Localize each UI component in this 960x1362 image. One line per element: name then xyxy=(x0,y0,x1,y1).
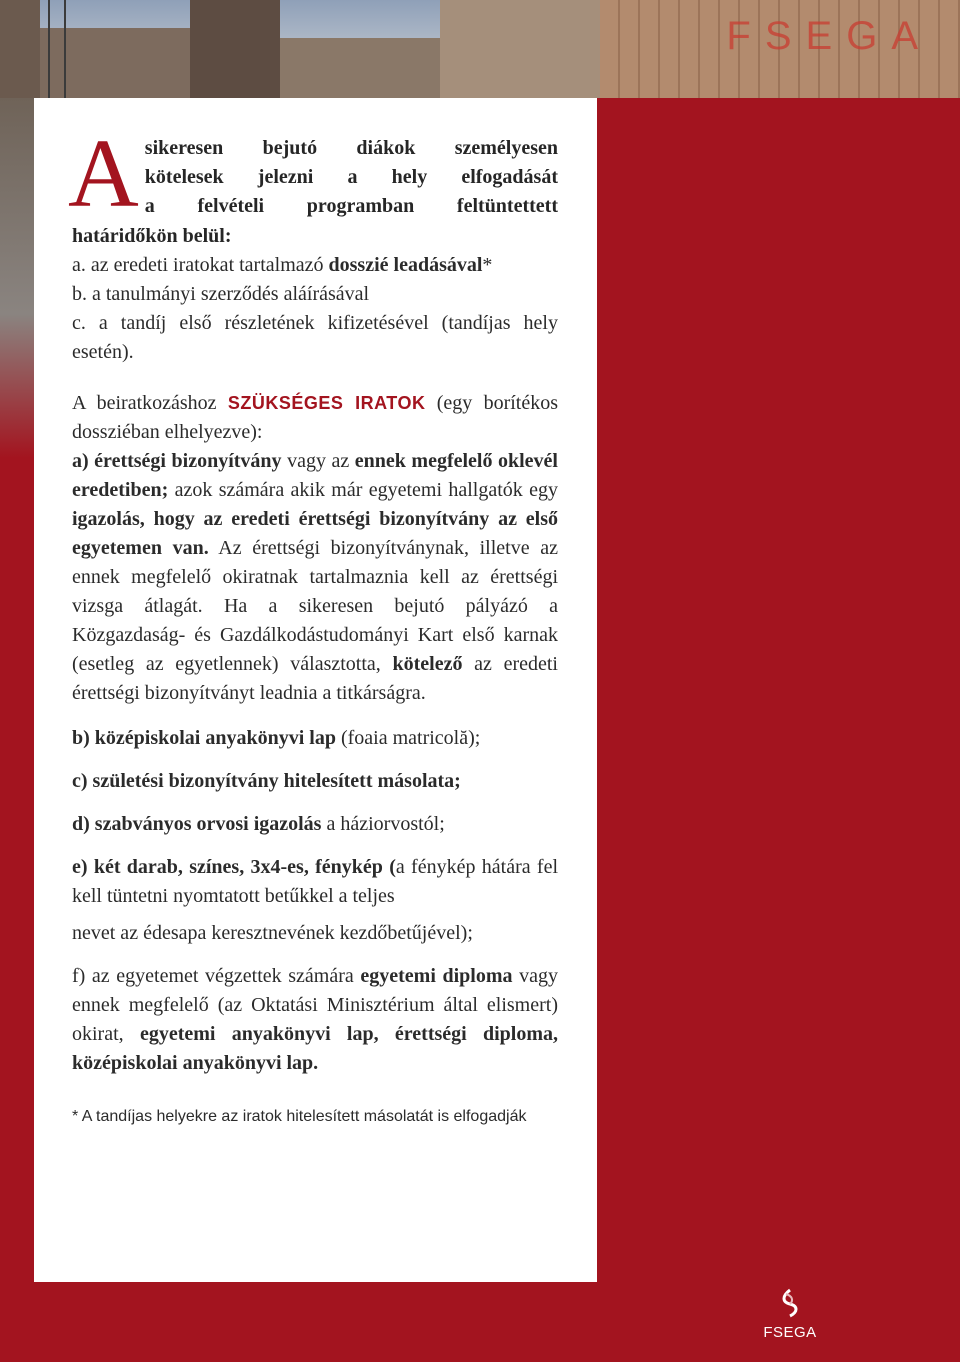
building-shape xyxy=(0,0,40,98)
fsega-logo-label: FSEGA xyxy=(763,1324,817,1341)
antenna-tower xyxy=(48,0,66,98)
item-f: f) az egyetemet végzettek számára egyetemi diploma vagy ennek megfelelő (az Oktatási Minisztérium által elismert) okirat, egyetemi anyakönyvi lap, érettségi diploma, középiskolai anyakönyvi lap. xyxy=(72,965,558,1074)
intro-line: határidőkön belül: xyxy=(72,225,232,247)
fsega-logo-icon xyxy=(772,1288,808,1318)
left-photo-strip xyxy=(0,98,34,458)
drop-cap: A xyxy=(68,120,139,228)
step-item: b. a tanulmányi szerződés aláírásával xyxy=(72,283,370,305)
steps-list xyxy=(72,251,558,367)
step-item: a. az eredeti iratokat tartalmazó dosszié leadásával* xyxy=(72,254,493,276)
item-c: c) születési bizonyítvány hitelesített másolata; xyxy=(72,770,461,792)
document-body xyxy=(68,120,559,1130)
intro-line: sikeresen bejutó diákok személyesen xyxy=(144,137,558,159)
fsega-logo xyxy=(760,1288,820,1348)
building-logo-text: FSEGA xyxy=(726,14,932,58)
step-item: c. a tandíj első részletének kifizetésével (tandíjas hely esetén). xyxy=(72,312,558,363)
intro-line: a felvételi programban feltüntettett xyxy=(144,195,558,217)
building-shape xyxy=(440,0,600,98)
footnote: * A tandíjas helyekre az iratok hitelesített másolatát is elfogadják xyxy=(72,1108,527,1125)
content-panel xyxy=(34,98,597,1282)
documents-intro: A beiratkozáshoz SZÜKSÉGES IRATOK (egy borítékos dossziéban elhelyezve): xyxy=(72,392,559,443)
item-b: b) középiskolai anyakönyvi lap (foaia matricolă); xyxy=(72,727,481,749)
intro-paragraph xyxy=(68,120,558,251)
required-documents-heading: SZÜKSÉGES IRATOK xyxy=(227,393,426,413)
building-shape xyxy=(190,0,280,98)
item-e: e) két darab, színes, 3x4-es, fénykép (a fénykép hátára fel kell tüntetni nyomtatott betűkkel a teljes xyxy=(72,856,558,907)
header-photo xyxy=(0,0,960,98)
building-shape xyxy=(280,38,440,98)
intro-line: kötelesek jelezni a hely elfogadását xyxy=(144,166,558,188)
item-e-continued: nevet az édesapa keresztnevének kezdőbetűjével); xyxy=(72,922,473,944)
item-a: a) érettségi bizonyítvány vagy az ennek megfelelő oklevél eredetiben; azok számára akik már egyetemi hallgatók egy igazolás, hogy az eredeti érettségi bizonyítvány az első egyetemen van. Az érettségi bizonyítványnak, illetve az ennek megfelelő okiratnak tartalmaznia kell az érettségi vizsga átlagát. Ha a sikeresen bejutó pályázó a Közgazdaság- és Gazdálkodástudományi Kart első karnak (esetleg az egyetlennek) választotta, kötelező az eredeti érettségi bizonyítványt leadnia a titkárságra. xyxy=(72,450,558,704)
item-d: d) szabványos orvosi igazolás a háziorvostól; xyxy=(72,813,445,835)
